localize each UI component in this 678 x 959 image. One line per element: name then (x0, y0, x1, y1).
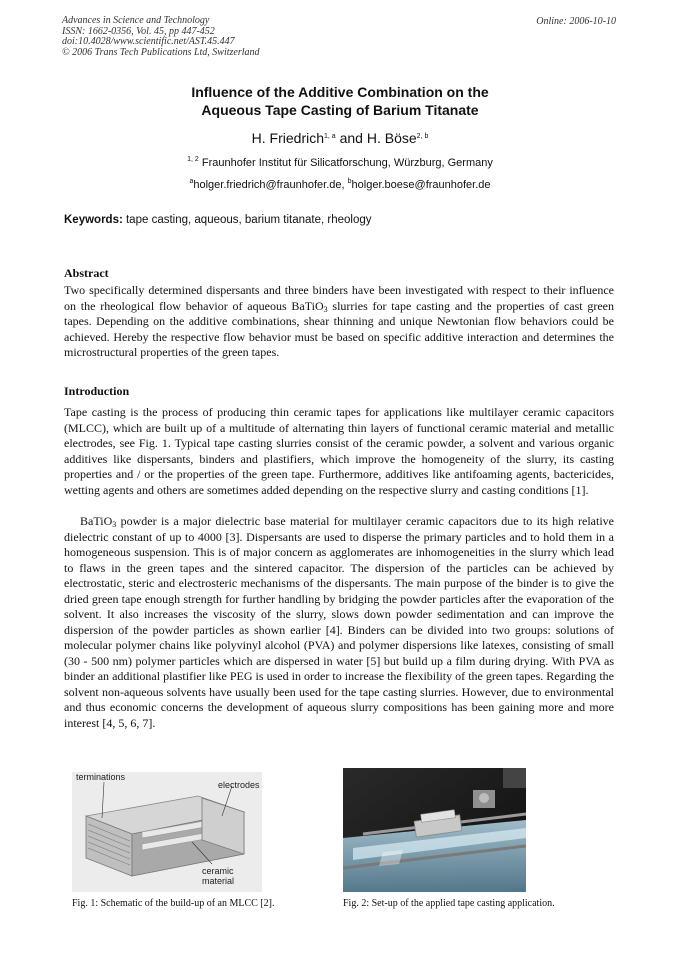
abstract-subscript: 3 (323, 304, 328, 314)
intro-p2-part-1: BaTiO (80, 514, 113, 528)
figure-2-caption: Fig. 2: Set-up of the applied tape casting application. (343, 898, 555, 909)
online-date: Online: 2006-10-10 (536, 16, 616, 27)
label-material: material (202, 876, 235, 886)
author-line (60, 130, 620, 146)
email-a[interactable]: holger.friedrich@fraunhofer.de, (193, 179, 348, 191)
abstract-text (64, 283, 614, 361)
author-1: H. Friedrich (251, 130, 325, 146)
email-b[interactable]: holger.boese@fraunhofer.de (351, 179, 491, 191)
keywords (64, 214, 371, 226)
journal-header (62, 16, 260, 58)
email-b-sup: b (347, 178, 352, 185)
paper-title (60, 83, 620, 119)
intro-paragraph-1: Tape casting is the process of producing thin ceramic tapes for applications like multilayer ceramic capacitors (MLCC), which are built up of a multitude of alternating thin layers of functional ceramic material and metallic electrodes, see Fig. 1. Typical tape casting slurries consist of the ceramic powder, a solvent and various organic additives like dispersants, binders and plastifiers, which improve the homogeneity of the slurry, its casting properties and / or the properties of the green tape. Furthermore, additives like antifoaming agents, bactericides, wetting agents and others are sometimes added depending on the respective slurry and casting conditions [1]. (64, 405, 614, 497)
introduction-heading: Introduction (64, 384, 130, 398)
author-2: H. Böse (366, 130, 417, 146)
figure-1-caption: Fig. 1: Schematic of the build-up of an MLCC [2]. (72, 898, 275, 909)
title-line-2: Aqueous Tape Casting of Barium Titanate (201, 102, 479, 118)
label-ceramic: ceramic (202, 866, 234, 876)
affiliation-sup: 1, 2 (187, 156, 199, 163)
abstract-heading: Abstract (64, 266, 109, 280)
figure-2-tape-casting-photo (343, 768, 526, 892)
label-terminations: terminations (76, 772, 126, 782)
abstract-text-part-1: Two specifically determined dispersants and three binders have been investigated with respect to their influence on the rheological flow behavior of aqueous BaTiO (64, 283, 614, 313)
keywords-label: Keywords: (64, 214, 123, 226)
author-2-sup: 2, b (416, 133, 429, 140)
intro-paragraph-2 (64, 514, 614, 731)
author-and: and (335, 130, 367, 146)
label-electrodes: electrodes (218, 780, 260, 790)
doi-line: doi:10.4028/www.scientific.net/AST.45.447 (62, 36, 235, 47)
email-line (60, 179, 620, 191)
affiliation-text: Fraunhofer Institut für Silicatforschung, Würzburg, Germany (201, 157, 493, 169)
author-1-sup: 1, a (324, 133, 336, 140)
abstract-text-part-2: slurries for tape casting and the properties of cast green tapes. Depending on the additive combinations, shear thinning and unique Newtonian flow behaviors could be achieved. Hereby the respective flow behavior must be based on specific additive interaction and determines the microstructural properties of the green tapes. (64, 298, 614, 359)
affiliation (60, 157, 620, 169)
figure-1-mlcc-schematic (72, 772, 262, 892)
title-line-1: Influence of the Additive Combination on the (191, 84, 489, 100)
intro-p2-subscript: 3 (112, 520, 117, 529)
email-a-sup: a (189, 178, 194, 185)
copyright-line: © 2006 Trans Tech Publications Ltd, Switzerland (62, 46, 260, 58)
journal-name: Advances in Science and Technology (62, 15, 210, 26)
issn-line: ISSN: 1662-0356, Vol. 45, pp 447-452 (62, 25, 215, 37)
intro-p2-part-2: powder is a major dielectric base material for multilayer ceramic capacitors due to its high relative dielectric constant of up to 4000 [3]. Dispersants are used to disperse the primary particles and to hold them in a homogeneous suspension. This is of major concern as agglomerates are inhomogeneities in the slurry which lead to flaws in the green tapes and the sintered capacitor. The dispersion of the particles can be achieved by electrostatic, steric and electrosteric mechanisms of the dispersants. The main purpose of the binder is to give the dried green tape enough strength for further handling by bridging the powder particles after the evaporation of the solvent. It also increases the viscosity of the slurry, slows down powder sedimentation and can improve the dispersion of the powder particles as shown earlier [4]. Binders can be divided into two groups: solutions of molecular polymer chains like polyvinyl alcohol (PVA) and polymer dispersions like latexes, consisting of small (30 - 500 nm) polymer particles which are dispersed in water [5] but build up a film during drying. With PVA as binder an additional plastifier like PEG is used in order to increase the flexibility of the green tapes. Regarding the solvent non-aqueous solvents have usually been used for the tape casting slurries. However, due to environmental and thus economic concerns the development of aqueous slurry compositions has been gaining more and more interest [4, 5, 6, 7]. (64, 514, 614, 730)
keywords-text: tape casting, aqueous, barium titanate, rheology (122, 214, 372, 226)
tape-casting-photo (343, 768, 526, 892)
